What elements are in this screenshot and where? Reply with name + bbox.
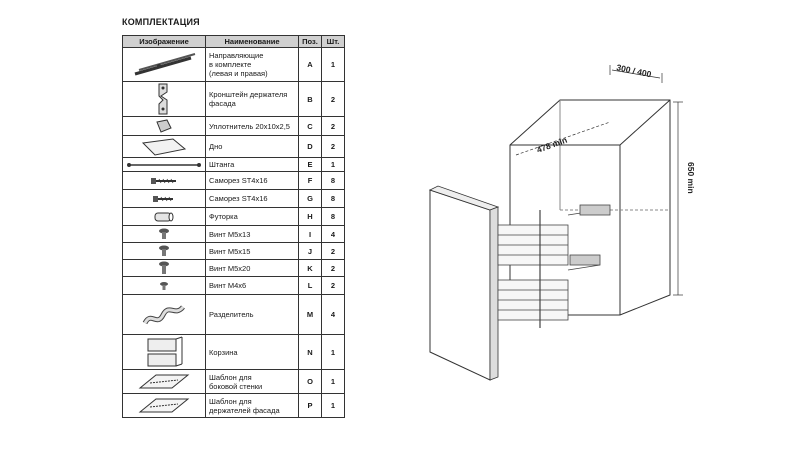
part-position: G: [299, 190, 322, 208]
part-position: J: [299, 243, 322, 260]
part-name: Футорка: [206, 208, 299, 226]
part-name: Направляющие в комплекте (левая и правая): [206, 48, 299, 82]
header-name: Наименование: [206, 36, 299, 48]
header-qty: Шт.: [322, 36, 345, 48]
part-name: Шаблон для боковой стенки: [206, 370, 299, 394]
header-pos: Поз.: [299, 36, 322, 48]
part-position: C: [299, 117, 322, 136]
part-position: P: [299, 394, 322, 418]
basket-icon: [123, 335, 206, 370]
part-quantity: 2: [322, 82, 345, 117]
table-row: [123, 226, 345, 243]
table-row: [123, 190, 345, 208]
header-image: Изображение: [123, 36, 206, 48]
part-quantity: 1: [322, 158, 345, 172]
height-label: 650 min: [686, 162, 696, 194]
cabinet-drawing: [420, 50, 710, 390]
table-row: [123, 277, 345, 295]
part-quantity: 4: [322, 226, 345, 243]
part-position: N: [299, 335, 322, 370]
table-row: [123, 295, 345, 335]
sleeve-icon: [123, 208, 206, 226]
part-position: K: [299, 260, 322, 277]
part-quantity: 1: [322, 48, 345, 82]
part-quantity: 2: [322, 260, 345, 277]
part-quantity: 8: [322, 172, 345, 190]
part-position: I: [299, 226, 322, 243]
part-position: E: [299, 158, 322, 172]
template-side-icon: [123, 370, 206, 394]
part-quantity: 8: [322, 190, 345, 208]
part-quantity: 1: [322, 370, 345, 394]
part-quantity: 1: [322, 394, 345, 418]
page-title: КОМПЛЕКТАЦИЯ: [122, 17, 200, 27]
part-quantity: 2: [322, 136, 345, 158]
guide-rails-icon: [123, 48, 206, 82]
screw-short-icon: [123, 190, 206, 208]
divider-icon: [123, 295, 206, 335]
part-name: Дно: [206, 136, 299, 158]
part-name: Винт М5х15: [206, 243, 299, 260]
part-name: Штанга: [206, 158, 299, 172]
table-row: [123, 48, 345, 82]
width-label: 478 min: [535, 134, 569, 155]
part-name: Шаблон для держателей фасада: [206, 394, 299, 418]
part-position: H: [299, 208, 322, 226]
part-quantity: 2: [322, 117, 345, 136]
facade-bracket-icon: [123, 82, 206, 117]
seal-pad-icon: [123, 117, 206, 136]
part-quantity: 2: [322, 277, 345, 295]
part-name: Разделитель: [206, 295, 299, 335]
part-position: D: [299, 136, 322, 158]
small-bolt-icon: [123, 277, 206, 295]
screw-icon: [123, 172, 206, 190]
template-facade-icon: [123, 394, 206, 418]
part-name: Саморез ST4x16: [206, 190, 299, 208]
bottom-panel-icon: [123, 136, 206, 158]
table-row: [123, 260, 345, 277]
table-row: [123, 394, 345, 418]
part-quantity: 1: [322, 335, 345, 370]
part-name: Саморез ST4x16: [206, 172, 299, 190]
table-row: [123, 208, 345, 226]
part-name: Корзина: [206, 335, 299, 370]
table-row: [123, 117, 345, 136]
part-quantity: 2: [322, 243, 345, 260]
table-row: [123, 158, 345, 172]
table-row: [123, 82, 345, 117]
part-name: Винт М5х13: [206, 226, 299, 243]
table-row: [123, 172, 345, 190]
depth-label: 300 / 400: [615, 62, 653, 80]
part-position: M: [299, 295, 322, 335]
table-row: [123, 136, 345, 158]
table-row: [123, 335, 345, 370]
part-quantity: 4: [322, 295, 345, 335]
part-position: B: [299, 82, 322, 117]
bolt-icon: [123, 243, 206, 260]
part-position: A: [299, 48, 322, 82]
part-quantity: 8: [322, 208, 345, 226]
part-name: Уплотнитель 20x10x2,5: [206, 117, 299, 136]
rod-icon: [123, 158, 206, 172]
facade-panel: [430, 186, 498, 380]
part-name: Кронштейн держателя фасада: [206, 82, 299, 117]
part-position: O: [299, 370, 322, 394]
table-row: [123, 243, 345, 260]
table-row: [123, 370, 345, 394]
bolt-long-icon: [123, 260, 206, 277]
parts-table: [122, 35, 345, 418]
table-header-row: [123, 36, 345, 48]
part-name: Винт М4х6: [206, 277, 299, 295]
part-position: L: [299, 277, 322, 295]
bolt-icon: [123, 226, 206, 243]
part-name: Винт М5х20: [206, 260, 299, 277]
part-position: F: [299, 172, 322, 190]
